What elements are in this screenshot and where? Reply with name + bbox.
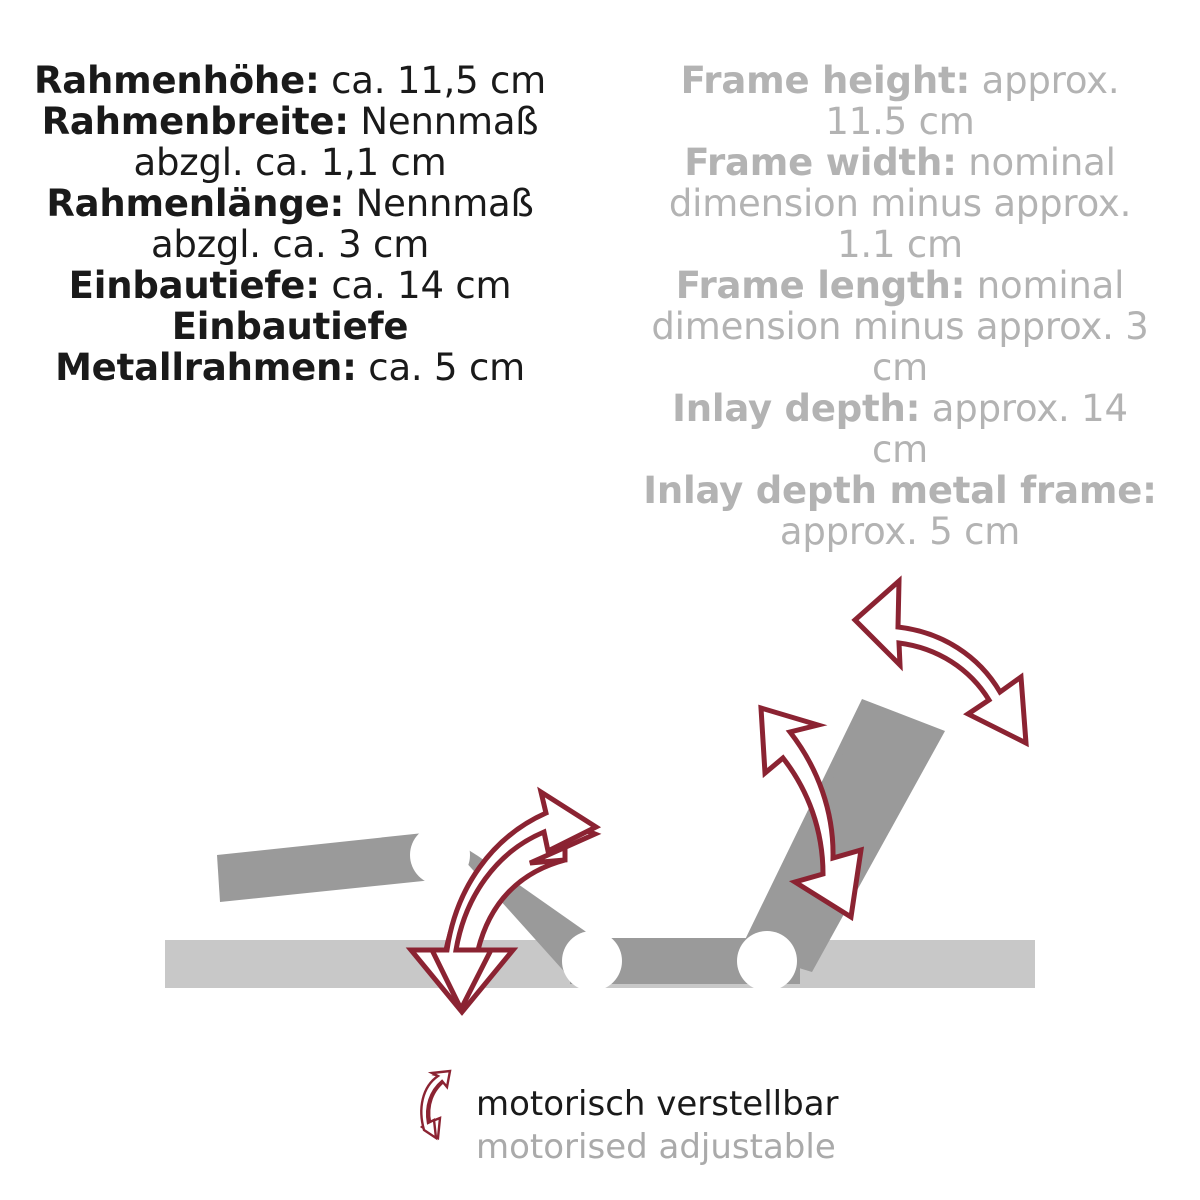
spec-label: Inlay depth metal frame: xyxy=(643,469,1157,512)
spec-label: Rahmenhöhe: xyxy=(33,59,320,102)
spec-label: Frame length: xyxy=(675,264,966,307)
spec-label: Einbautiefe: xyxy=(68,264,320,307)
spec-line-inlay-depth xyxy=(30,265,550,306)
foot-hinge-joint xyxy=(737,931,797,991)
spec-line-frame-width xyxy=(30,101,550,183)
spec-label: Einbautiefe Metallrahmen: xyxy=(55,305,409,389)
spec-label: Rahmenbreite: xyxy=(41,100,349,143)
legend-label-english: motorised adjustable xyxy=(476,1127,836,1167)
specs-german xyxy=(30,60,550,388)
spec-line-inlay-depth-metal xyxy=(30,306,550,388)
middle-hinge-joint xyxy=(562,931,622,991)
legend xyxy=(0,1060,1200,1190)
spec-label: Rahmenlänge: xyxy=(46,182,345,225)
head-hinge-joint xyxy=(410,825,470,885)
adjustable-slatted-frame-diagram xyxy=(0,520,1200,1060)
spec-value: approx. 11.5 cm xyxy=(825,59,1120,143)
spec-label: Frame height: xyxy=(680,59,971,102)
double-headed-curved-arrow-icon xyxy=(416,1068,472,1144)
spec-value: Nennmaß abzgl. ca. 1,1 cm xyxy=(133,100,539,184)
spec-line-frame-width xyxy=(640,142,1160,265)
spec-value: approx. 5 cm xyxy=(779,510,1021,553)
spec-line-frame-length xyxy=(640,265,1160,388)
spec-value: ca. 14 cm xyxy=(319,264,512,307)
spec-value: approx. 14 cm xyxy=(872,387,1128,471)
spec-value: ca. 5 cm xyxy=(356,346,525,389)
spec-line-frame-length xyxy=(30,183,550,265)
spec-value: nominal dimension minus approx. 3 cm xyxy=(651,264,1149,389)
spec-line-frame-height xyxy=(640,60,1160,142)
spec-line-inlay-depth xyxy=(640,388,1160,470)
legend-label-german: motorisch verstellbar xyxy=(476,1084,839,1124)
specs-english xyxy=(640,60,1160,552)
spec-label: Inlay depth: xyxy=(672,387,921,430)
spec-label: Frame width: xyxy=(684,141,957,184)
spec-value: Nennmaß abzgl. ca. 3 cm xyxy=(150,182,534,266)
spec-line-frame-height xyxy=(30,60,550,101)
spec-value: ca. 11,5 cm xyxy=(319,59,547,102)
spec-value: nominal dimension minus approx. 1.1 cm xyxy=(668,141,1132,266)
